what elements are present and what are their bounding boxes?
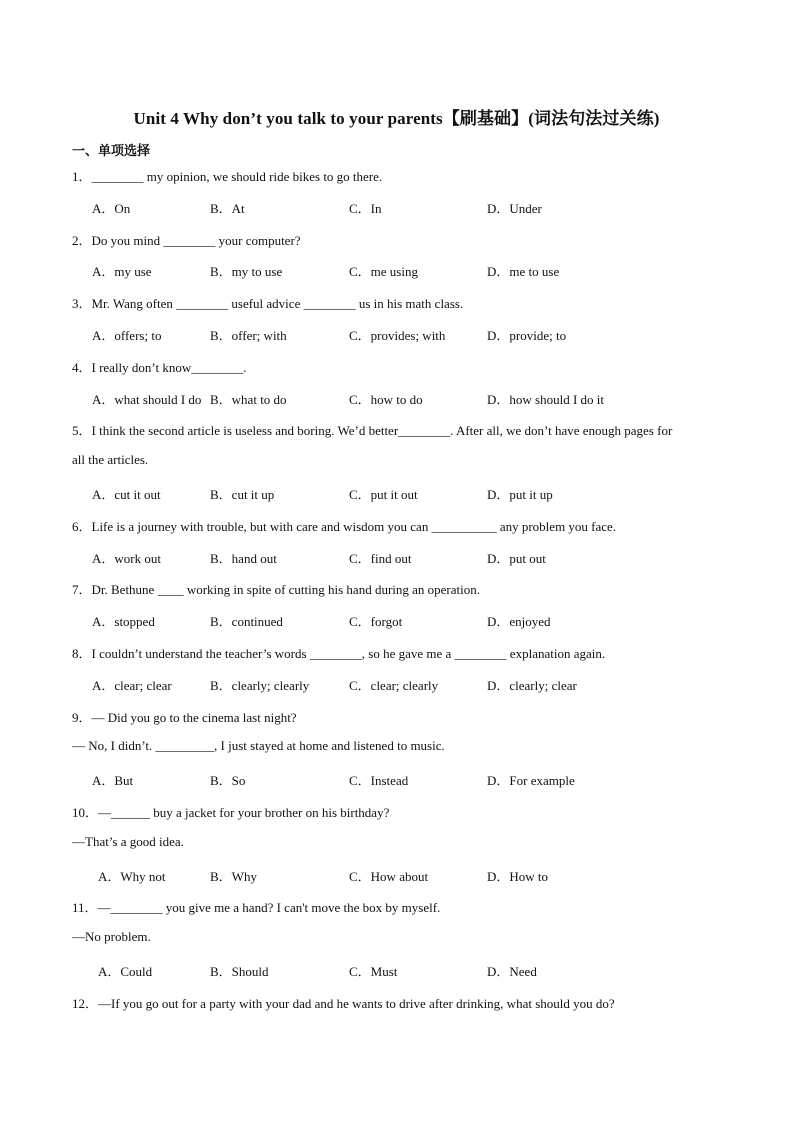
question-7-line-1: 7．Dr. Bethune ____ working in spite of cutting his hand during an operation. <box>72 582 480 597</box>
question-7-option-b[interactable]: B．continued <box>210 614 283 629</box>
question-4-option-a[interactable]: A．what should I do <box>92 392 202 407</box>
question-7-option-a[interactable]: A．stopped <box>92 614 155 629</box>
question-11-line-2: —No problem. <box>72 929 151 944</box>
question-1-option-c[interactable]: C．In <box>349 201 382 216</box>
question-2-option-b[interactable]: B．my to use <box>210 264 283 279</box>
question-11-line-1: 11．—________ you give me a hand? I can't move the box by myself. <box>72 900 441 915</box>
question-6-option-a[interactable]: A．work out <box>92 551 161 566</box>
question-9-option-b[interactable]: B．So <box>210 773 246 788</box>
question-9-line-1: 9．— Did you go to the cinema last night? <box>72 710 297 725</box>
question-6-option-c[interactable]: C．find out <box>349 551 412 566</box>
question-4-option-d[interactable]: D．how should I do it <box>487 392 605 407</box>
question-6-option-d[interactable]: D．put out <box>487 551 546 566</box>
question-6-option-b[interactable]: B．hand out <box>210 551 277 566</box>
question-8-option-b[interactable]: B．clearly; clearly <box>210 678 310 693</box>
question-3-line-1: 3．Mr. Wang often ________ useful advice ________ us in his math class. <box>72 296 464 311</box>
question-5-line-1: 5．I think the second article is useless and boring. We’d better________. After all, we don’t have enough pages for <box>72 423 673 438</box>
question-6-line-1: 6．Life is a journey with trouble, but with care and wisdom you can __________ any problem you face. <box>72 519 617 534</box>
question-2-option-c[interactable]: C．me using <box>349 264 418 279</box>
question-11-option-b[interactable]: B．Should <box>210 964 269 979</box>
question-8-option-d[interactable]: D．clearly; clear <box>487 678 577 693</box>
question-3-option-b[interactable]: B．offer; with <box>210 328 287 343</box>
question-11-option-c[interactable]: C．Must <box>349 964 398 979</box>
question-12-line-1: 12．—If you go out for a party with your dad and he wants to drive after drinking, what should you do? <box>72 996 615 1011</box>
question-10-line-1: 10．—______ buy a jacket for your brother on his birthday? <box>72 805 390 820</box>
question-5-option-b[interactable]: B．cut it up <box>210 487 275 502</box>
question-9-option-c[interactable]: C．Instead <box>349 773 409 788</box>
question-5-option-a[interactable]: A．cut it out <box>92 487 161 502</box>
question-9-option-d[interactable]: D．For example <box>487 773 575 788</box>
question-2-option-d[interactable]: D．me to use <box>487 264 560 279</box>
question-4-line-1: 4．I really don’t know________. <box>72 360 247 375</box>
question-8-option-a[interactable]: A．clear; clear <box>92 678 172 693</box>
section-heading: 一、单项选择 <box>72 144 151 159</box>
question-10-option-a[interactable]: A．Why not <box>98 869 166 884</box>
question-1-option-a[interactable]: A．On <box>92 201 131 216</box>
question-8-line-1: 8．I couldn’t understand the teacher’s words ________, so he gave me a ________ explanation again. <box>72 646 606 661</box>
question-10-option-d[interactable]: D．How to <box>487 869 549 884</box>
question-9-option-a[interactable]: A．But <box>92 773 134 788</box>
question-5-option-c[interactable]: C．put it out <box>349 487 418 502</box>
question-4-option-c[interactable]: C．how to do <box>349 392 423 407</box>
question-10-option-c[interactable]: C．How about <box>349 869 429 884</box>
question-2-option-a[interactable]: A．my use <box>92 264 152 279</box>
question-3-option-a[interactable]: A．offers; to <box>92 328 162 343</box>
question-1-option-b[interactable]: B．At <box>210 201 245 216</box>
page-title: Unit 4 Why don’t you talk to your parents【刷基础】(词法句法过关练) <box>133 109 660 128</box>
question-10-line-2: —That’s a good idea. <box>72 834 184 849</box>
question-4-option-b[interactable]: B．what to do <box>210 392 287 407</box>
question-11-option-a[interactable]: A．Could <box>98 964 153 979</box>
question-11-option-d[interactable]: D．Need <box>487 964 537 979</box>
question-5-option-d[interactable]: D．put it up <box>487 487 553 502</box>
question-7-option-c[interactable]: C．forgot <box>349 614 403 629</box>
question-10-option-b[interactable]: B．Why <box>210 869 257 884</box>
question-1-line-1: 1．________ my opinion, we should ride bikes to go there. <box>72 169 383 184</box>
question-1-option-d[interactable]: D．Under <box>487 201 542 216</box>
question-3-option-d[interactable]: D．provide; to <box>487 328 567 343</box>
question-8-option-c[interactable]: C．clear; clearly <box>349 678 439 693</box>
question-2-line-1: 2．Do you mind ________ your computer? <box>72 233 301 248</box>
question-5-line-2: all the articles. <box>72 452 149 467</box>
question-7-option-d[interactable]: D．enjoyed <box>487 614 551 629</box>
question-9-line-2: — No, I didn’t. _________, I just stayed at home and listened to music. <box>72 738 445 753</box>
question-3-option-c[interactable]: C．provides; with <box>349 328 446 343</box>
